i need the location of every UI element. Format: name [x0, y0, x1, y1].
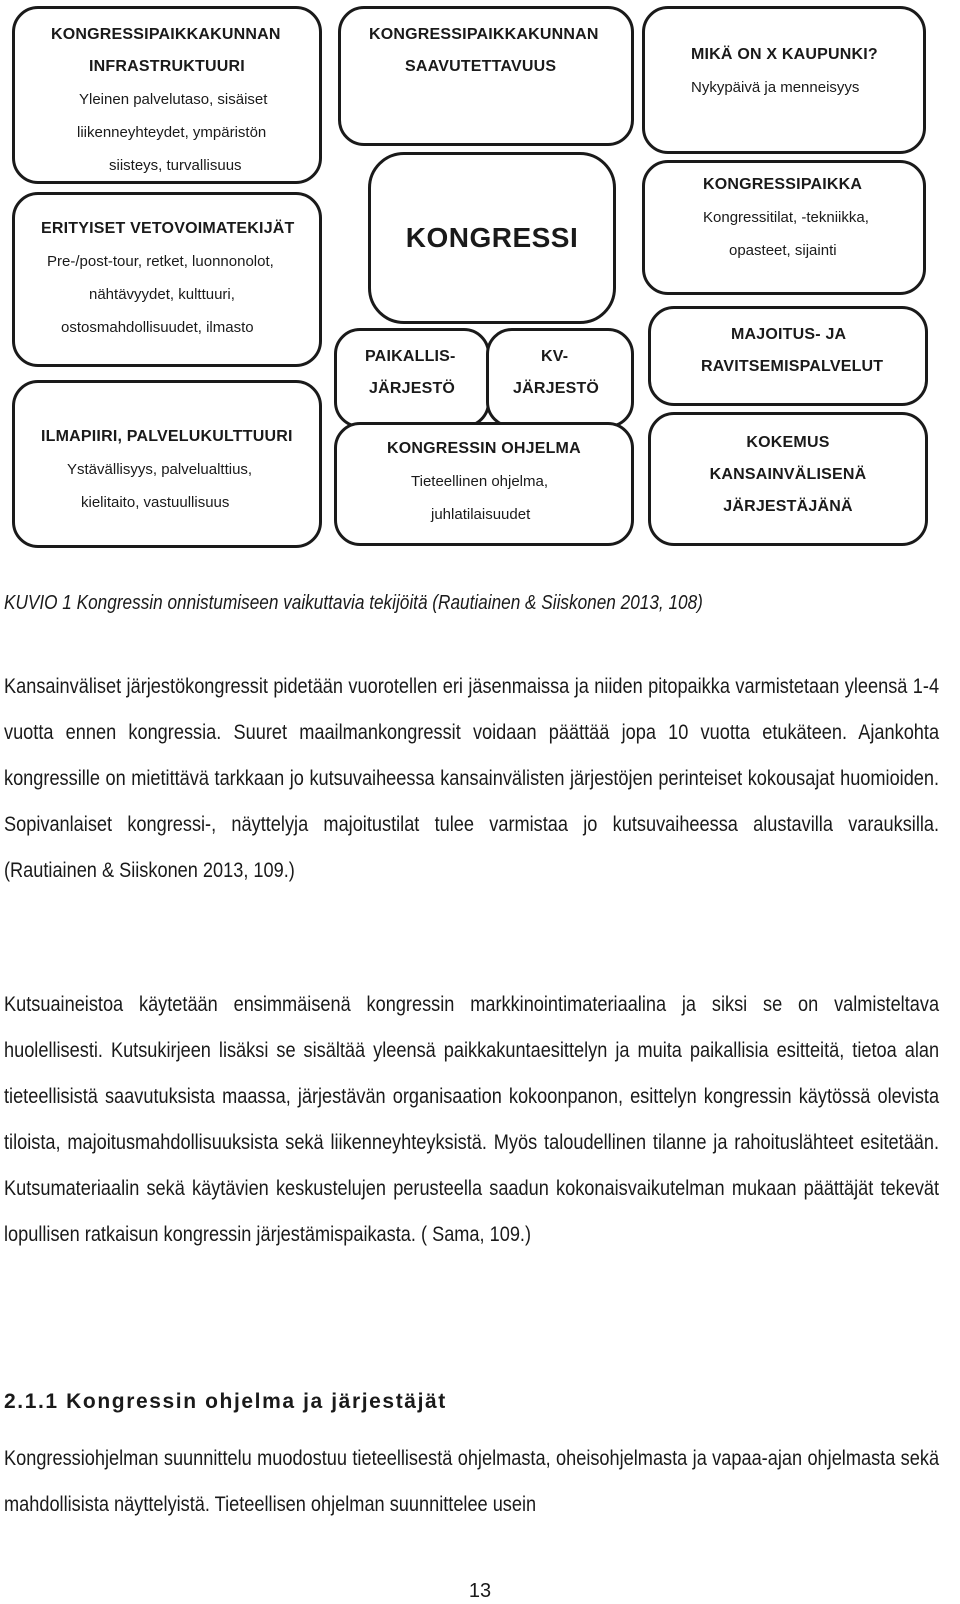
box-congress-center [368, 152, 616, 324]
box-international-organization [486, 328, 634, 428]
venue-title: KONGRESSIPAIKKA [703, 176, 863, 193]
figure-caption: KUVIO 1 Kongressin onnistumiseen vaikuttavia tekijöitä (Rautiainen & Siiskonen 2013, 108) [4, 592, 703, 614]
experience-line-1: KOKEMUS [746, 434, 830, 451]
box-climate [12, 380, 322, 548]
box-experience [648, 412, 928, 546]
city-line: Nykypäivä ja menneisyys [691, 79, 860, 96]
infrastructure-line-2: liikenneyhteydet, ympäristön [77, 124, 267, 141]
experience-line-2: KANSAINVÄLISENÄ [709, 466, 867, 483]
box-city [642, 6, 926, 154]
box-lodging [648, 306, 928, 406]
page-number: 13 [468, 1580, 492, 1602]
paragraph-2: Kutsuaineistoa käytetään ensimmäisenä kongressin markkinointimateriaalina ja siksi se on valmisteltava huolellisesti. Kutsukirjeen lisäksi se sisältää yleensä paikkakuntaesittelyn ja muita paikallisia esitteitä, tietoa alan tieteellisistä saavutuksista maassa, järjestävän organisaation kokoonpanon, esittelyn kongressin käytössä olevista tiloista, majoitusmahdollisuuksista sekä liikenneyhteyksistä. Myös taloudellinen tilanne ja rahoituslähteet esitetään. Kutsumateriaalin sekä käytävien keskustelujen perusteella saadun kokonaisvaikutelman mukaan päättäjät tekevät lopullisen ratkaisun kongressin järjestämispaikasta. ( Sama, 109.) [4, 993, 940, 1246]
attractions-line-1: Pre-/post-tour, retket, luonnonolot, [47, 253, 274, 270]
local-org-line-2: JÄRJESTÖ [369, 380, 456, 397]
box-accessibility [338, 6, 634, 146]
paragraph-1: Kansainväliset järjestökongressit pidetään vuorotellen eri jäsenmaissa ja niiden pitopaikka varmistetaan yleensä 1-4 vuotta ennen kongressia. Suuret maailmankongressit voidaan päättää jopa 10 vuotta etukäteen. Ajankohta kongressille on mietittävä tarkkaan jo kutsuvaiheessa kansainvälisten järjestöjen perinteiset kokousajat huomioiden. Sopivanlaiset kongressi-, näyttelyja majoitustilat tulee varmistaa jo kutsuvaiheessa alustavilla varauksilla. (Rautiainen & Siiskonen 2013, 109.) [4, 675, 940, 882]
infrastructure-title-2: INFRASTRUKTUURI [89, 58, 245, 75]
lodging-line-2: RAVITSEMISPALVELUT [701, 358, 884, 375]
section-heading: 2.1.1 Kongressin ohjelma ja järjestäjät [4, 1390, 447, 1413]
intl-org-line-2: JÄRJESTÖ [513, 380, 600, 397]
attractions-line-3: ostosmahdollisuudet, ilmasto [61, 319, 254, 336]
congress-center-title: KONGRESSI [405, 222, 579, 253]
infrastructure-line-1: Yleinen palvelutaso, sisäiset [79, 91, 268, 108]
congress-factors-diagram [0, 0, 960, 570]
intl-org-line-1: KV- [541, 348, 569, 365]
climate-line-1: Ystävällisyys, palvelualttius, [67, 461, 253, 478]
infrastructure-title-1: KONGRESSIPAIKKAKUNNAN [51, 26, 281, 43]
climate-line-2: kielitaito, vastuullisuus [81, 494, 230, 511]
box-infrastructure [12, 6, 322, 184]
experience-line-3: JÄRJESTÄJÄNÄ [723, 498, 853, 515]
attractions-title: ERITYISET VETOVOIMATEKIJÄT [41, 220, 295, 237]
box-program [334, 422, 634, 546]
climate-title: ILMAPIIRI, PALVELUKULTTUURI [41, 428, 293, 445]
venue-line-2: opasteet, sijainti [729, 242, 837, 259]
lodging-line-1: MAJOITUS- JA [731, 326, 847, 343]
box-local-organization [334, 328, 490, 428]
paragraph-3: Kongressiohjelman suunnittelu muodostuu tieteellisestä ohjelmasta, oheisohjelmasta ja vapaa-ajan ohjelmasta sekä mahdollisista näyttelyistä. Tieteellisen ohjelman suunnittelee usein [4, 1447, 940, 1516]
venue-line-1: Kongressitilat, -tekniikka, [703, 209, 869, 226]
accessibility-title-2: SAAVUTETTAVUUS [405, 58, 557, 75]
accessibility-title-1: KONGRESSIPAIKKAKUNNAN [369, 26, 599, 43]
city-title: MIKÄ ON X KAUPUNKI? [691, 46, 878, 63]
local-org-line-1: PAIKALLIS- [365, 348, 456, 365]
program-line-2: juhlatilaisuudet [431, 506, 531, 523]
box-attractions [12, 192, 322, 367]
box-venue [642, 160, 926, 295]
program-title: KONGRESSIN OHJELMA [387, 440, 581, 457]
attractions-line-2: nähtävyydet, kulttuuri, [89, 286, 235, 303]
program-line-1: Tieteellinen ohjelma, [411, 473, 549, 490]
infrastructure-line-3: siisteys, turvallisuus [109, 157, 242, 174]
